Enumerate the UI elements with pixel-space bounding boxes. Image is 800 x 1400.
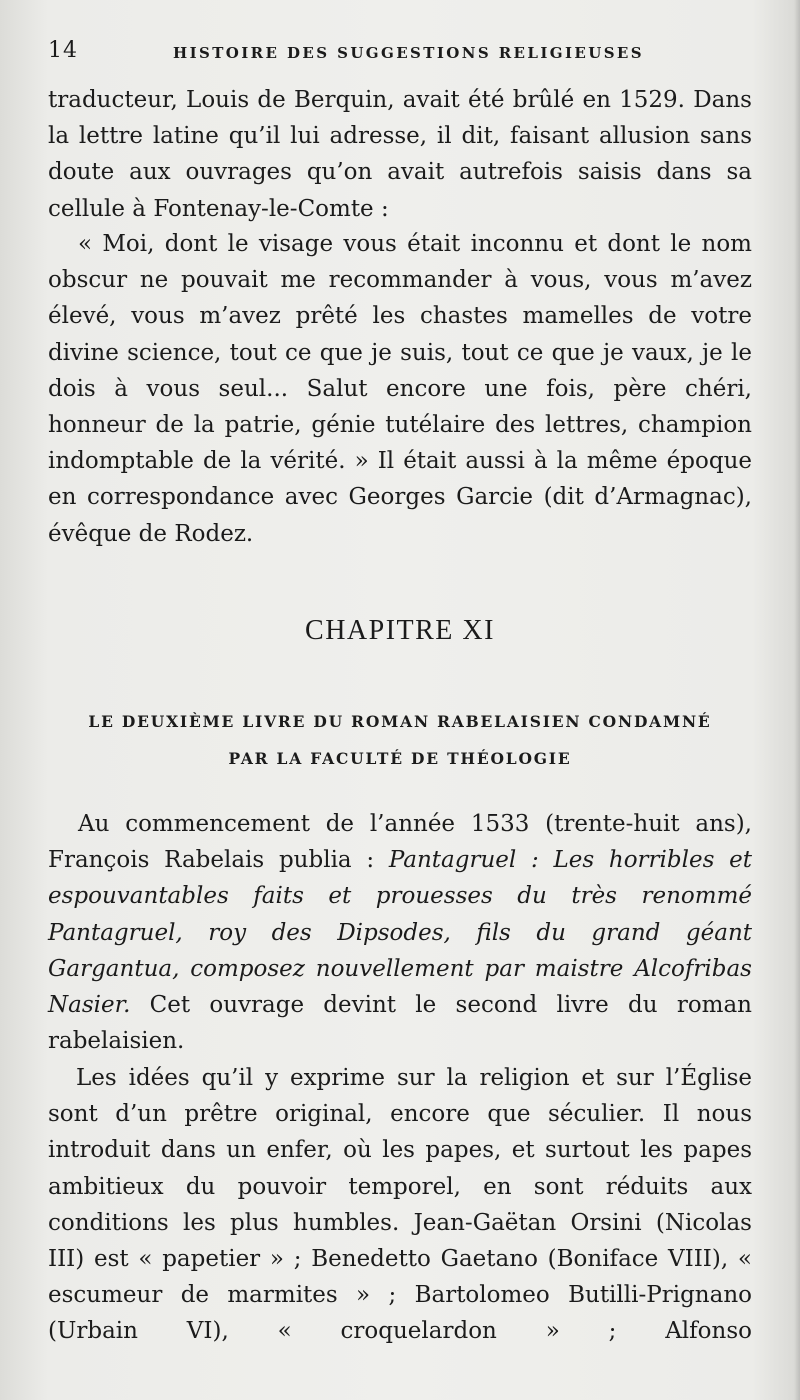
paragraph-3-intro: Au commencement de l’année 1533 (trente-huit ans), François Rabelais publia : — [48, 811, 752, 874]
running-header — [48, 38, 752, 74]
paragraph-2-quotation: « Moi, dont le visage vous était inconnu et dont le nom obscur ne pouvait me recommander à vous, vous m’avez élevé, vous m’avez prêté les chastes mamelles de votre divine science, tout ce que je suis, tout ce que je vaux, je le dois à vous seul... Salut encore une fois, père chéri, honneur de la patrie, génie tutélaire des lettres, champion indomptable de la vérité. » Il était aussi à la même époque en correspondance avec Georges Garcie (dit d’Armagnac), évêque de Rodez. — [48, 231, 752, 547]
running-title: HISTOIRE DES SUGGESTIONS RELIGIEUSES — [173, 44, 644, 62]
paragraph-4: Les idées qu’il y exprime sur la religion et sur l’Église sont d’un prêtre original, encore que séculier. Il nous introduit dans un enfer, où les papes, et surtout les papes ambitieux du pouvoir temporel, en sont réduits aux conditions les plus humbles. Jean-Gaëtan Orsini (Nicolas III) est « papetier » ; Benedetto Gaetano (Boniface VIII), « escumeur de marmites » ; Bartolomeo Butilli-Prignano (Urbain VI), « croquelardon » ; Alfonso — [48, 1065, 752, 1345]
chapter-subtitle-line-2: PAR LA FACULTÉ DE THÉOLOGIE — [228, 749, 572, 768]
chapter-subtitle — [48, 703, 752, 777]
page-number: 14 — [48, 38, 78, 63]
paragraph-3 — [48, 806, 752, 1059]
book-title-italic: Pantagruel : Les horribles et espouvantables faits et prouesses du très renommé Pantagruel, roy des Dipsodes, fils du grand géant Gargantua, composez nouvellement par maistre Alcofribas Nasier. — [48, 847, 752, 1019]
chapter-title: CHAPITRE XI — [305, 615, 495, 646]
chapter-subtitle-line-1: LE DEUXIÈME LIVRE DU ROMAN RABELAISIEN CONDAMNÉ — [88, 712, 712, 731]
paragraph-3-outro: Cet ouvrage devint le second livre du roman rabelaisien. — [48, 992, 752, 1055]
paragraph-1: traducteur, Louis de Berquin, avait été brûlé en 1529. Dans la lettre latine qu’il lui adresse, il dit, faisant allusion sans doute aux ouvrages qu’on avait autrefois saisis dans sa cellule à Fontenay-le-Comte : — [48, 87, 752, 222]
